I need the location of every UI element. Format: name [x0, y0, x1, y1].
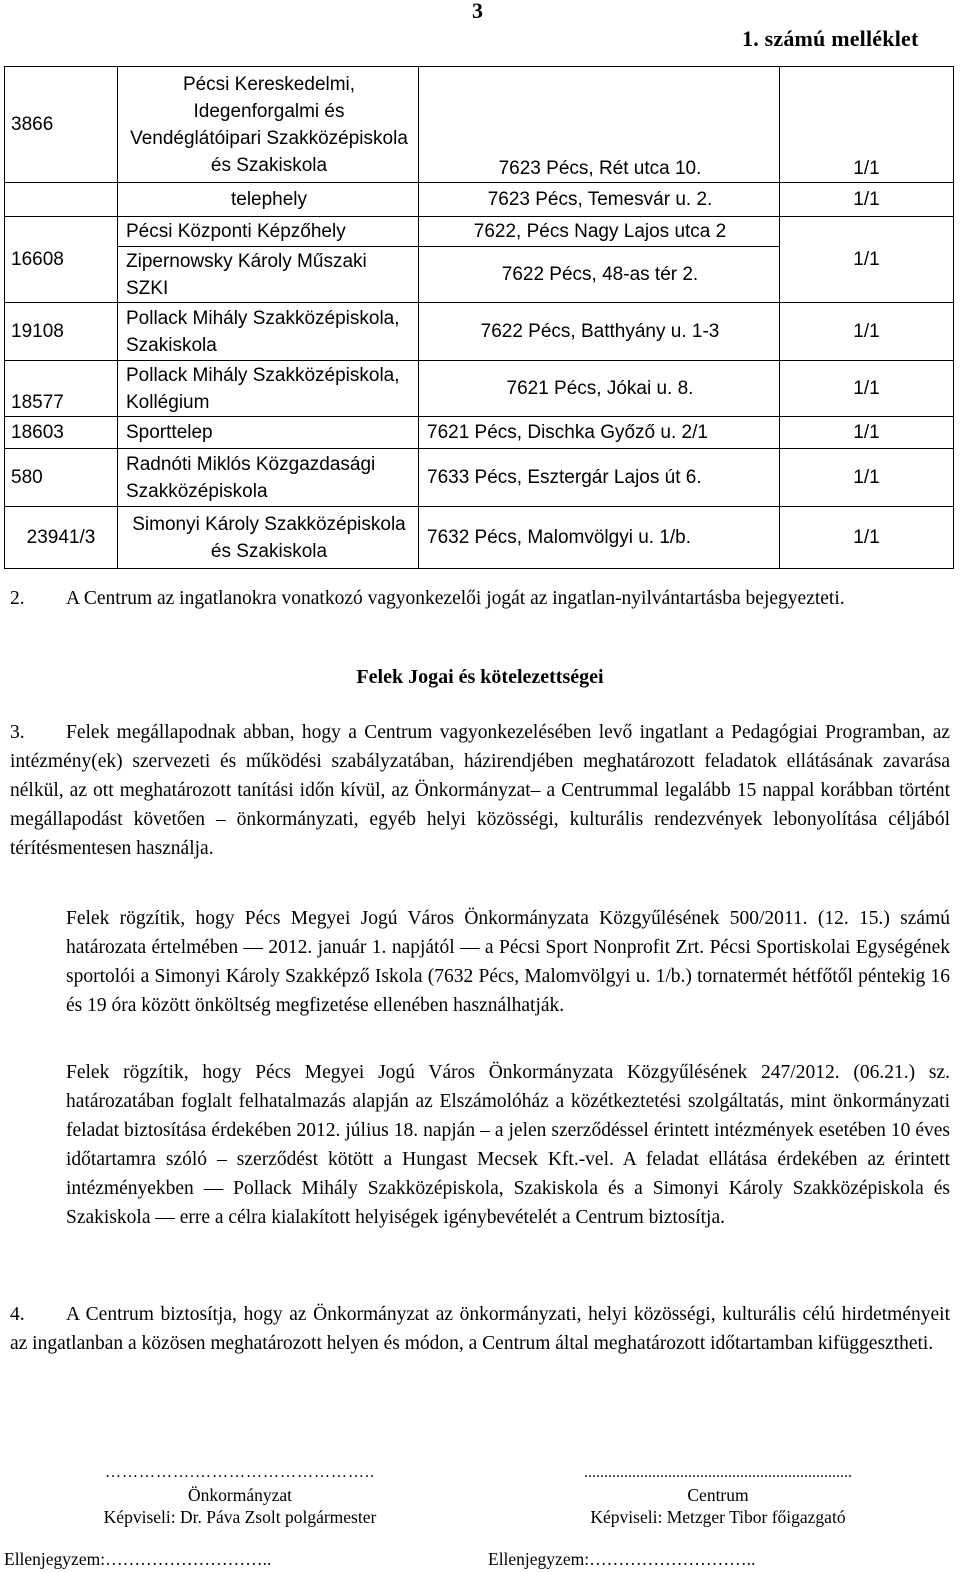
table-cell-address: 7633 Pécs, Esztergár Lajos út 6.	[419, 449, 780, 507]
table-cell-address: 7621 Pécs, Jókai u. 8.	[419, 361, 780, 417]
table-cell-ratio: 1/1	[780, 217, 954, 303]
section-2-text: A Centrum az ingatlanokra vonatkozó vagyonkezelői jogát az ingatlan-nyilvántartásba bejegyezteti.	[66, 588, 845, 609]
page-number: 3	[472, 0, 483, 23]
countersign-left: Ellenjegyzem:………………………..	[4, 1549, 272, 1569]
signatory-party: Centrum	[687, 1485, 749, 1505]
table-cell-address: 7623 Pécs, Temesvár u. 2.	[419, 183, 780, 217]
table-row	[5, 183, 954, 217]
table-cell-ratio: 1/1	[780, 449, 954, 507]
table-cell-ratio: 1/1	[780, 303, 954, 361]
table-cell-name: Simonyi Károly Szakközépiskola és Szakiskola	[118, 507, 419, 569]
section-3-paragraph-1	[10, 718, 950, 863]
table-cell-name: telephely	[118, 183, 419, 217]
table-cell-name: Pollack Mihály Szakközépiskola, Szakiskola	[118, 303, 419, 361]
table-cell-name: Sporttelep	[118, 417, 419, 449]
table-cell-id	[5, 183, 118, 217]
table-cell-id: 18577	[5, 361, 118, 417]
section-4	[10, 1300, 950, 1358]
table-cell-name: Zipernowsky Károly Műszaki SZKI	[118, 247, 419, 303]
section-3-paragraph-3: Felek rögzítik, hogy Pécs Megyei Jogú Város Önkormányzata Közgyűlésének 247/2012. (06.21.) sz. határozatában foglalt felhatalmazás alapján az Elszámolóház a közétkeztetési szolgáltatás, mint önkormányzati feladat biztosítása érdekében 2012. július 18. napján – a jelen szerződéssel érintett intézmények esetében 10 éves időtartamra szóló – szerződést kötött a Hungast Mecsek Kft.-vel. A feladat ellátása érdekében az érintett intézményekben — Pollack Mihály Szakközépiskola, Szakiskola és a Simonyi Károly Szakközépiskola és Szakiskola — erre a célra kialakított helyiségek igénybevételét a Centrum biztosítja.	[66, 1062, 950, 1228]
section-4-text: A Centrum biztosítja, hogy az Önkormányzat az önkormányzati, helyi közösségi, kulturális célú hirdetményeit az ingatlanban a közösen meghatározott helyen és módon, a Centrum által meghatározott időtartamban kifüggesztheti.	[10, 1304, 950, 1354]
table-cell-address: 7623 Pécs, Rét utca 10.	[419, 67, 780, 183]
table-cell-name: Pollack Mihály Szakközépiskola, Kollégium	[118, 361, 419, 417]
table-cell-address: 7621 Pécs, Dischka Győző u. 2/1	[419, 417, 780, 449]
table-row	[5, 417, 954, 449]
table-cell-name: Pécsi Központi Képzőhely	[118, 217, 419, 247]
section-number: 3.	[10, 722, 25, 743]
section-3-paragraph-2: Felek rögzítik, hogy Pécs Megyei Jogú Város Önkormányzata Közgyűlésének 500/2011. (12. 15.) számú határozata értelmében — 2012. január 1. napjától — a Pécsi Sport Nonprofit Zrt. Pécsi Sportiskolai Egységének sportolói a Simonyi Károly Szakképző Iskola (7632 Pécs, Malomvölgyi u. 1/b.) tornatermét hétfőtől péntekig 16 és 19 óra között önköltség megfizetése ellenében használhatják.	[66, 908, 950, 1016]
table-cell-id: 580	[5, 449, 118, 507]
section-3-text-1: Felek megállapodnak abban, hogy a Centrum vagyonkezelésében levő ingatlant a Pedagógiai Programban, az intézmény(ek) szervezeti és működési szabályzatában, házirendjében meghatározott feladatok ellátásának zavarása nélkül, az ott meghatározott tanítási időn kívül, az Önkormányzat– a Centrummal legalább 15 nappal korábban történt megállapodást követően – önkormányzati, egyéb helyi közösségi, kulturális rendezvények lebonyolítása céljából térítésmentesen használja.	[10, 722, 950, 859]
table-cell-ratio: 1/1	[780, 361, 954, 417]
table-cell-address: 7632 Pécs, Malomvölgyi u. 1/b.	[419, 507, 780, 569]
annex-label: 1. számú melléklet	[742, 26, 919, 51]
section-number: 4.	[10, 1304, 25, 1325]
table-cell-name: Pécsi Kereskedelmi, Idegenforgalmi és Vendéglátóipari Szakközépiskola és Szakiskola	[118, 67, 419, 183]
table-cell-id: 19108	[5, 303, 118, 361]
signature-line: ...................................................................	[584, 1464, 852, 1481]
signature-block-right	[488, 1462, 948, 1528]
countersign-right: Ellenjegyzem:………………………..	[488, 1549, 756, 1569]
table-row	[5, 507, 954, 569]
table-row	[5, 303, 954, 361]
table-row	[5, 217, 954, 247]
table-row	[5, 361, 954, 417]
signatory-representative: Képviseli: Metzger Tibor főigazgató	[590, 1507, 846, 1527]
table-cell-ratio: 1/1	[780, 417, 954, 449]
section-number: 2.	[10, 588, 25, 609]
table-cell-address: 7622 Pécs, 48-as tér 2.	[419, 247, 780, 303]
table-cell-ratio: 1/1	[780, 67, 954, 183]
table-cell-address: 7622, Pécs Nagy Lajos utca 2	[419, 217, 780, 247]
table-cell-name: Radnóti Miklós Közgazdasági Szakközépiskola	[118, 449, 419, 507]
table-cell-id: 23941/3	[5, 507, 118, 569]
signatory-party: Önkormányzat	[188, 1485, 292, 1505]
table-cell-ratio: 1/1	[780, 183, 954, 217]
signature-line: …………….…………………………..	[105, 1464, 375, 1481]
signature-block-left	[60, 1462, 420, 1528]
table-row	[5, 449, 954, 507]
table-cell-id: 18603	[5, 417, 118, 449]
table-row	[5, 67, 954, 183]
section-2	[10, 584, 950, 613]
table-cell-id: 3866	[5, 67, 118, 183]
table-cell-id: 16608	[5, 217, 118, 303]
table-cell-address: 7622 Pécs, Batthyány u. 1-3	[419, 303, 780, 361]
property-table	[4, 66, 954, 569]
section-heading: Felek Jogai és kötelezettségei	[356, 666, 604, 688]
signatory-representative: Képviseli: Dr. Páva Zsolt polgármester	[103, 1507, 377, 1527]
table-cell-ratio: 1/1	[780, 507, 954, 569]
